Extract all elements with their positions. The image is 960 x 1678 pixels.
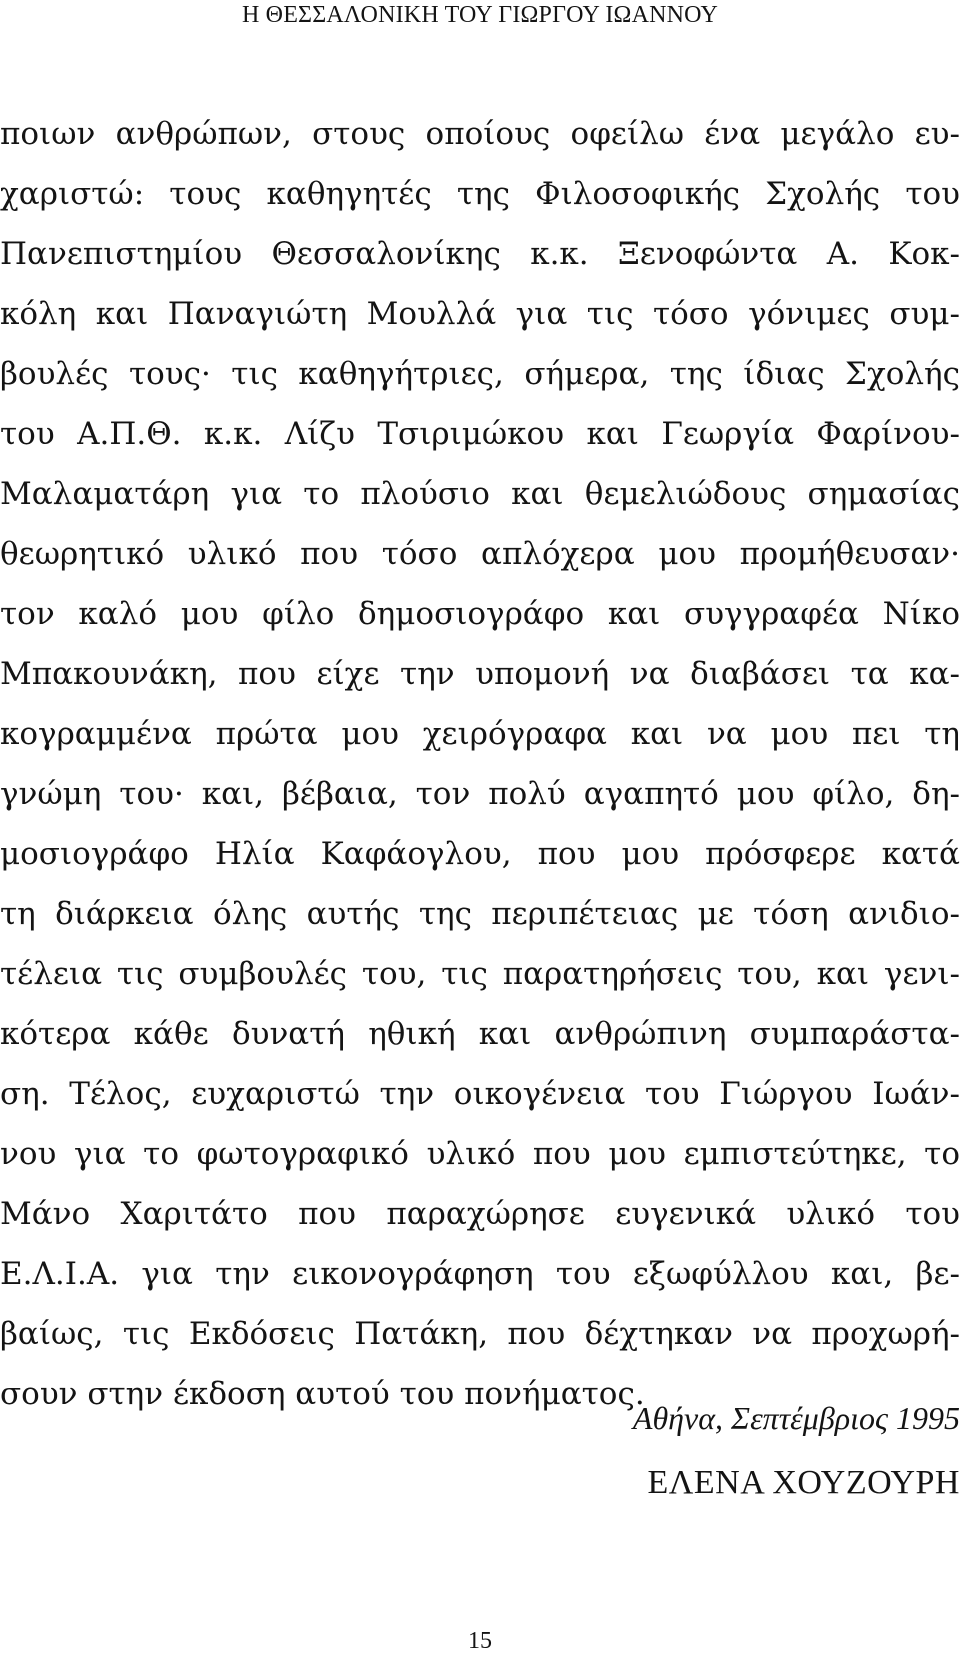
body-line: Ε.Λ.Ι.Α. για την εικονογράφηση του εξωφύλλου και, βε- [0, 1256, 960, 1292]
running-head: Η ΘΕΣΣΑΛΟΝΙΚΗ ΤΟΥ ΓΙΩΡΓΟΥ ΙΩΑΝΝΟΥ [241, 2, 719, 28]
author-name: ΕΛΕΝΑ ΧΟΥΖΟΥΡΗ [647, 1464, 960, 1501]
body-line: κότερα κάθε δυνατή ηθική και ανθρώπινη συμπαράστα- [0, 1016, 960, 1052]
body-line: τη διάρκεια όλης αυτής της περιπέτειας με τόση ανιδιο- [0, 896, 960, 932]
date-line: Αθήνα, Σεπτέμβριος 1995 [632, 1400, 960, 1436]
body-line: ση. Τέλος, ευχαριστώ την οικογένεια του Γιώργου Ιωάν- [0, 1076, 960, 1112]
body-line: Μπακουνάκη, που είχε την υπομονή να διαβάσει τα κα- [0, 656, 960, 692]
body-line: βαίως, τις Εκδόσεις Πατάκη, που δέχτηκαν να προχωρή- [0, 1316, 960, 1352]
body-line: του Α.Π.Θ. κ.κ. Λίζυ Τσιριμώκου και Γεωργία Φαρίνου- [0, 416, 960, 452]
body-line: τέλεια τις συμβουλές του, τις παρατηρήσεις του, και γενι- [0, 956, 960, 992]
body-line: σουν στην έκδοση αυτού του πονήματος. [0, 1376, 645, 1412]
body-line: Μαλαματάρη για το πλούσιο και θεμελιώδους σημασίας [0, 476, 960, 512]
body-line: Πανεπιστημίου Θεσσαλονίκης κ.κ. Ξενοφώντα Α. Κοκ- [0, 236, 960, 272]
body-line: τον καλό μου φίλο δημοσιογράφο και συγγραφέα Νίκο [0, 596, 960, 632]
body-line: θεωρητικό υλικό που τόσο απλόχερα μου προμήθευσαν· [0, 536, 960, 572]
body-text [0, 104, 960, 1424]
body-line: χαριστώ: τους καθηγητές της Φιλοσοφικής Σχολής του [0, 176, 960, 212]
body-line: Μάνο Χαριτάτο που παραχώρησε ευγενικά υλικό του [0, 1196, 960, 1232]
body-line: γνώμη του· και, βέβαια, τον πολύ αγαπητό μου φίλο, δη- [0, 776, 960, 812]
body-line: κογραμμένα πρώτα μου χειρόγραφα και να μου πει τη [0, 716, 960, 752]
body-line: κόλη και Παναγιώτη Μουλλά για τις τόσο γόνιμες συμ- [0, 296, 960, 332]
body-line: μοσιογράφο Ηλία Καφάογλου, που μου πρόσφερε κατά [0, 836, 960, 872]
body-line: νου για το φωτογραφικό υλικό που μου εμπιστεύτηκε, το [0, 1136, 960, 1172]
body-line: ποιων ανθρώπων, στους οποίους οφείλω ένα μεγάλο ευ- [0, 116, 960, 152]
body-line: βουλές τους· τις καθηγήτριες, σήμερα, της ίδιας Σχολής [0, 356, 960, 392]
page-number: 15 [468, 1628, 492, 1654]
